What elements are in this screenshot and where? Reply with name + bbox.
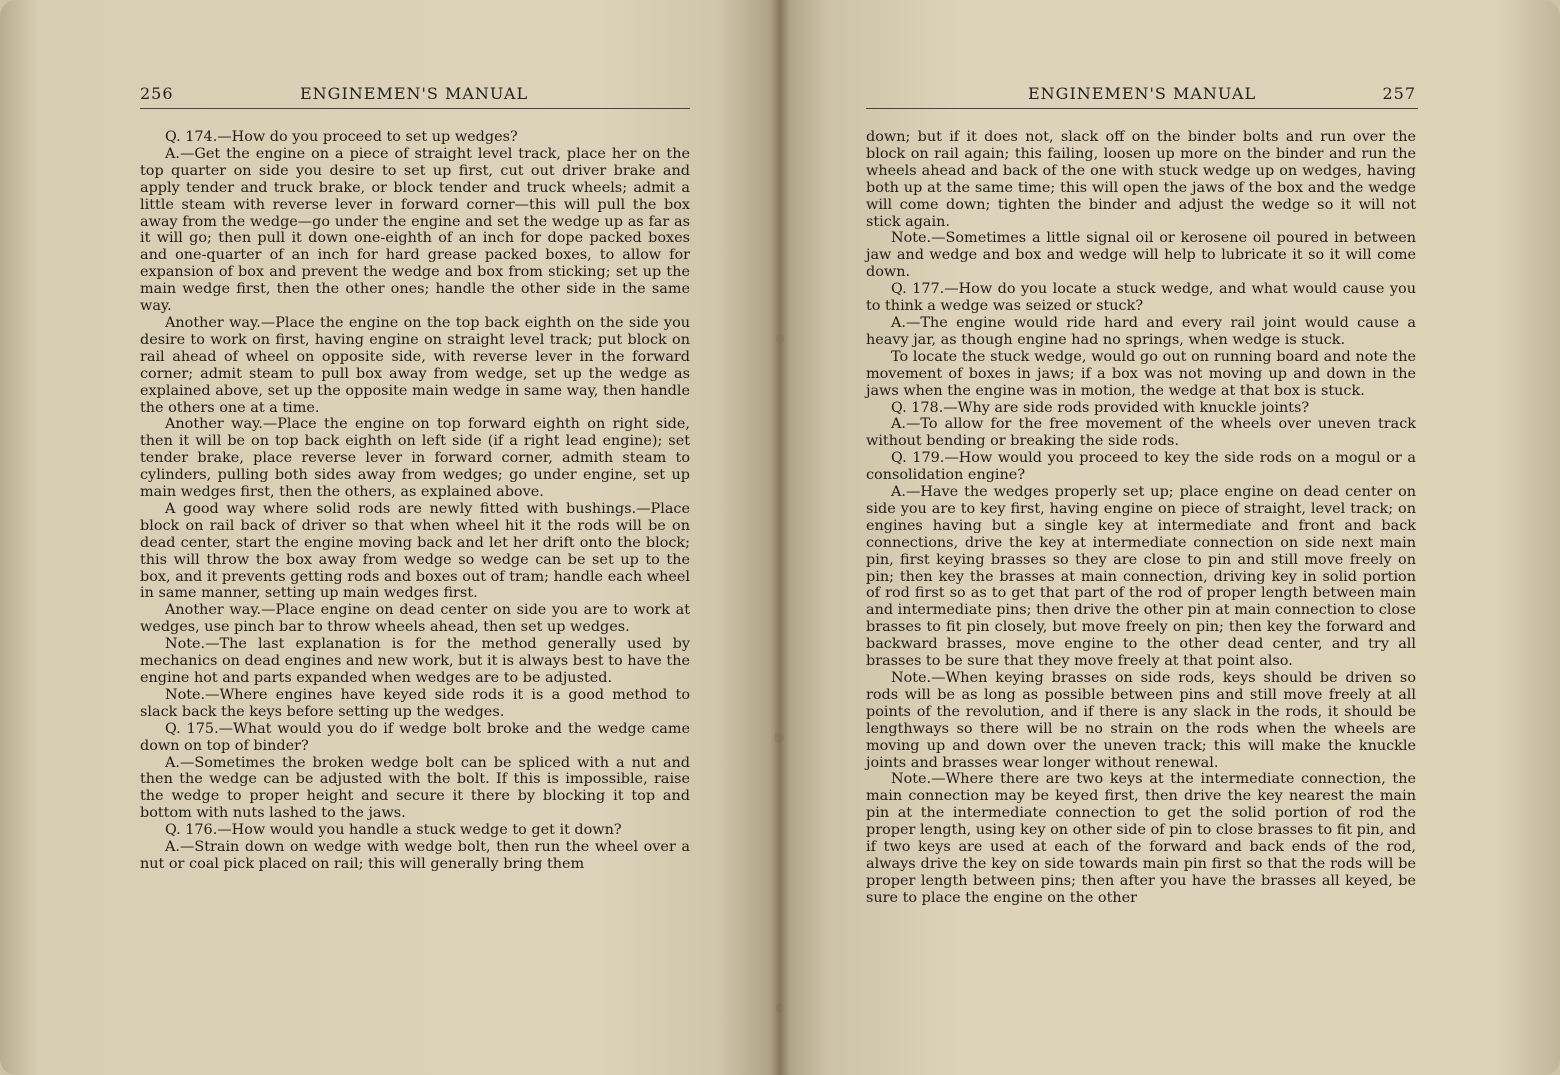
paragraph: Q. 179.—How would you proceed to key the side rods on a mogul or a consolidation engine?	[866, 450, 1416, 484]
page-number: 257	[1382, 84, 1416, 103]
paragraph: Note.—Where engines have keyed side rods it is a good method to slack back the keys before setting up the wedges.	[140, 686, 690, 720]
right-page-header	[866, 84, 1416, 106]
paragraph: Another way.—Place the engine on the top back eighth on the side you desire to work on first, having engine on straight level track; put block on rail ahead of wheel on opposite side, with reverse lever in the forward corner; admit steam to pull box away from wedge, set up the wedge as explained above, set up the opposite main wedge in same way, then handle the others one at a time.	[140, 314, 690, 416]
paragraph: Note.—Sometimes a little signal oil or kerosene oil poured in between jaw and wedge and box and wedge will help to lubricate it so it will come down.	[866, 230, 1416, 281]
binding-mark	[774, 733, 784, 743]
paragraph: A good way where solid rods are newly fitted with bushings.—Place block on rail back of driver so that when wheel hit it the rods will be on dead center, start the engine moving back and let her drift onto the block; this will throw the box away from wedge so wedge can be set up to the box, and it prevents getting rods and boxes out of tram; handle each wheel in same manner, setting up main wedges first.	[140, 500, 690, 602]
paragraph: A.—The engine would ride hard and every rail joint would cause a heavy jar, as though engine had no springs, when wedge is stuck.	[866, 314, 1416, 348]
paragraph: A.—To allow for the free movement of the wheels over uneven track without bending or breaking the side rods.	[866, 416, 1416, 450]
paragraph: Note.—When keying brasses on side rods, keys should be driven so rods will be as long as possible between pins and still move freely at all points of the revolution, and if there is any slack in the rods, it should be lengthways so there will be no strain on the rods when the wheels are moving up and down over the uneven track; this will make the knuckle joints and brasses wear longer without renewal.	[866, 670, 1416, 771]
page-number: 256	[140, 84, 174, 103]
paragraph: A.—Have the wedges properly set up; place engine on dead center on side you are to key first, having engine on piece of straight, level track; on engines having but a single key at intermediate and front and back connections, drive the key at intermediate connection on side next main pin, first keying brasses so they are close to pin and still move freely on pin; then key the brasses at main connection, driving key in solid portion of rod first so as to get that part of the rod of proper length between main and intermediate pins; then drive the other pin at main connection to close brasses to fit pin closely, but move freely on pin; then key the forward and backward brasses, move engine to the other dead center, and try all brasses to be sure that they move freely at that point also.	[866, 484, 1416, 670]
paragraph: Another way.—Place the engine on top forward eighth on right side, then it will be on top back eighth on left side (if a right lead engine); set tender brake, place reverse lever in forward corner, admith steam to cylinders, pulling both sides away from wedges; go under engine, set up main wedges first, then the others, as explained above.	[140, 416, 690, 501]
right-page-body	[866, 129, 1416, 907]
binding-mark	[776, 334, 784, 344]
paragraph: A.—Strain down on wedge with wedge bolt, then run the wheel over a nut or coal pick placed on rail; this will generally bring them	[140, 839, 690, 872]
header-rule	[866, 108, 1418, 109]
paragraph: To locate the stuck wedge, would go out on running board and note the movement of boxes in jaws; if a box was not moving up and down in the jaws when the engine was in motion, the wedge at that box is stuck.	[866, 348, 1416, 399]
left-page-header	[140, 84, 688, 106]
binding-mark	[776, 1003, 783, 1013]
header-rule	[140, 108, 690, 109]
paragraph: A.—Sometimes the broken wedge bolt can be spliced with a nut and then the wedge can be adjusted with the bolt. If this is impossible, raise the wedge to proper height and secure it there by blocking it top and bottom with nuts lashed to the jaws.	[140, 754, 690, 822]
running-head: ENGINEMEN'S MANUAL	[1028, 84, 1257, 103]
paragraph: Q. 176.—How would you handle a stuck wedge to get it down?	[165, 822, 622, 839]
paragraph: Q. 178.—Why are side rods provided with knuckle joints?	[891, 399, 1310, 416]
right-page	[780, 0, 1560, 1075]
paragraph: Q. 177.—How do you locate a stuck wedge, and what would cause you to think a wedge was seized or stuck?	[866, 281, 1416, 315]
paragraph: Q. 174.—How do you proceed to set up wedges?	[165, 129, 518, 145]
paragraph: Note.—Where there are two keys at the intermediate connection, the main connection may be keyed first, then drive the key nearest the main pin at the intermediate connection to get the solid portion of rod the proper length, using key on other side of pin to close brasses to fit pin, and if two keys are used at each of the forward and back ends of the rod, always drive the key on side towards main pin first so that the rods will be proper length between pins; then after you have the brasses all keyed, be sure to place the engine on the other	[866, 771, 1416, 906]
running-head: ENGINEMEN'S MANUAL	[300, 84, 529, 103]
paragraph: Q. 175.—What would you do if wedge bolt broke and the wedge came down on top of binder?	[140, 720, 690, 754]
book-gutter	[770, 0, 790, 1075]
left-page-body	[140, 129, 690, 873]
paragraph: Note.—The last explanation is for the method generally used by mechanics on dead engines and new work, but it is always best to have the engine hot and parts expanded when wedges are to be adjusted.	[140, 636, 690, 686]
paragraph: A.—Get the engine on a piece of straight level track, place her on the top quarter on side you desire to set up first, cut out driver brake and apply tender and truck brake, or block tender and truck wheels; admit a little steam with reverse lever in forward corner—this will pull the box away from the wedge—go under the engine and set the wedge up as far as it will go; then pull it down one-eighth of an inch for dope packed boxes and one-quarter of an inch for hard grease packed boxes, to allow for expansion of box and prevent the wedge and box from sticking; set up the main wedge first, then the other ones; handle the other side in the same way.	[140, 145, 690, 315]
paragraph: Another way.—Place engine on dead center on side you are to work at wedges, use pinch bar to throw wheels ahead, then set up wedges.	[140, 602, 690, 636]
continued-paragraph: down; but if it does not, slack off on the binder bolts and run over the block on rail again; this failing, loosen up more on the binder and run the wheels ahead and back of the one with stuck wedge up on wedges, having both up at the same time; this will open the jaws of the box and the wedge will come down; tighten the binder and adjust the wedge so it will not stick again.	[866, 129, 1416, 230]
